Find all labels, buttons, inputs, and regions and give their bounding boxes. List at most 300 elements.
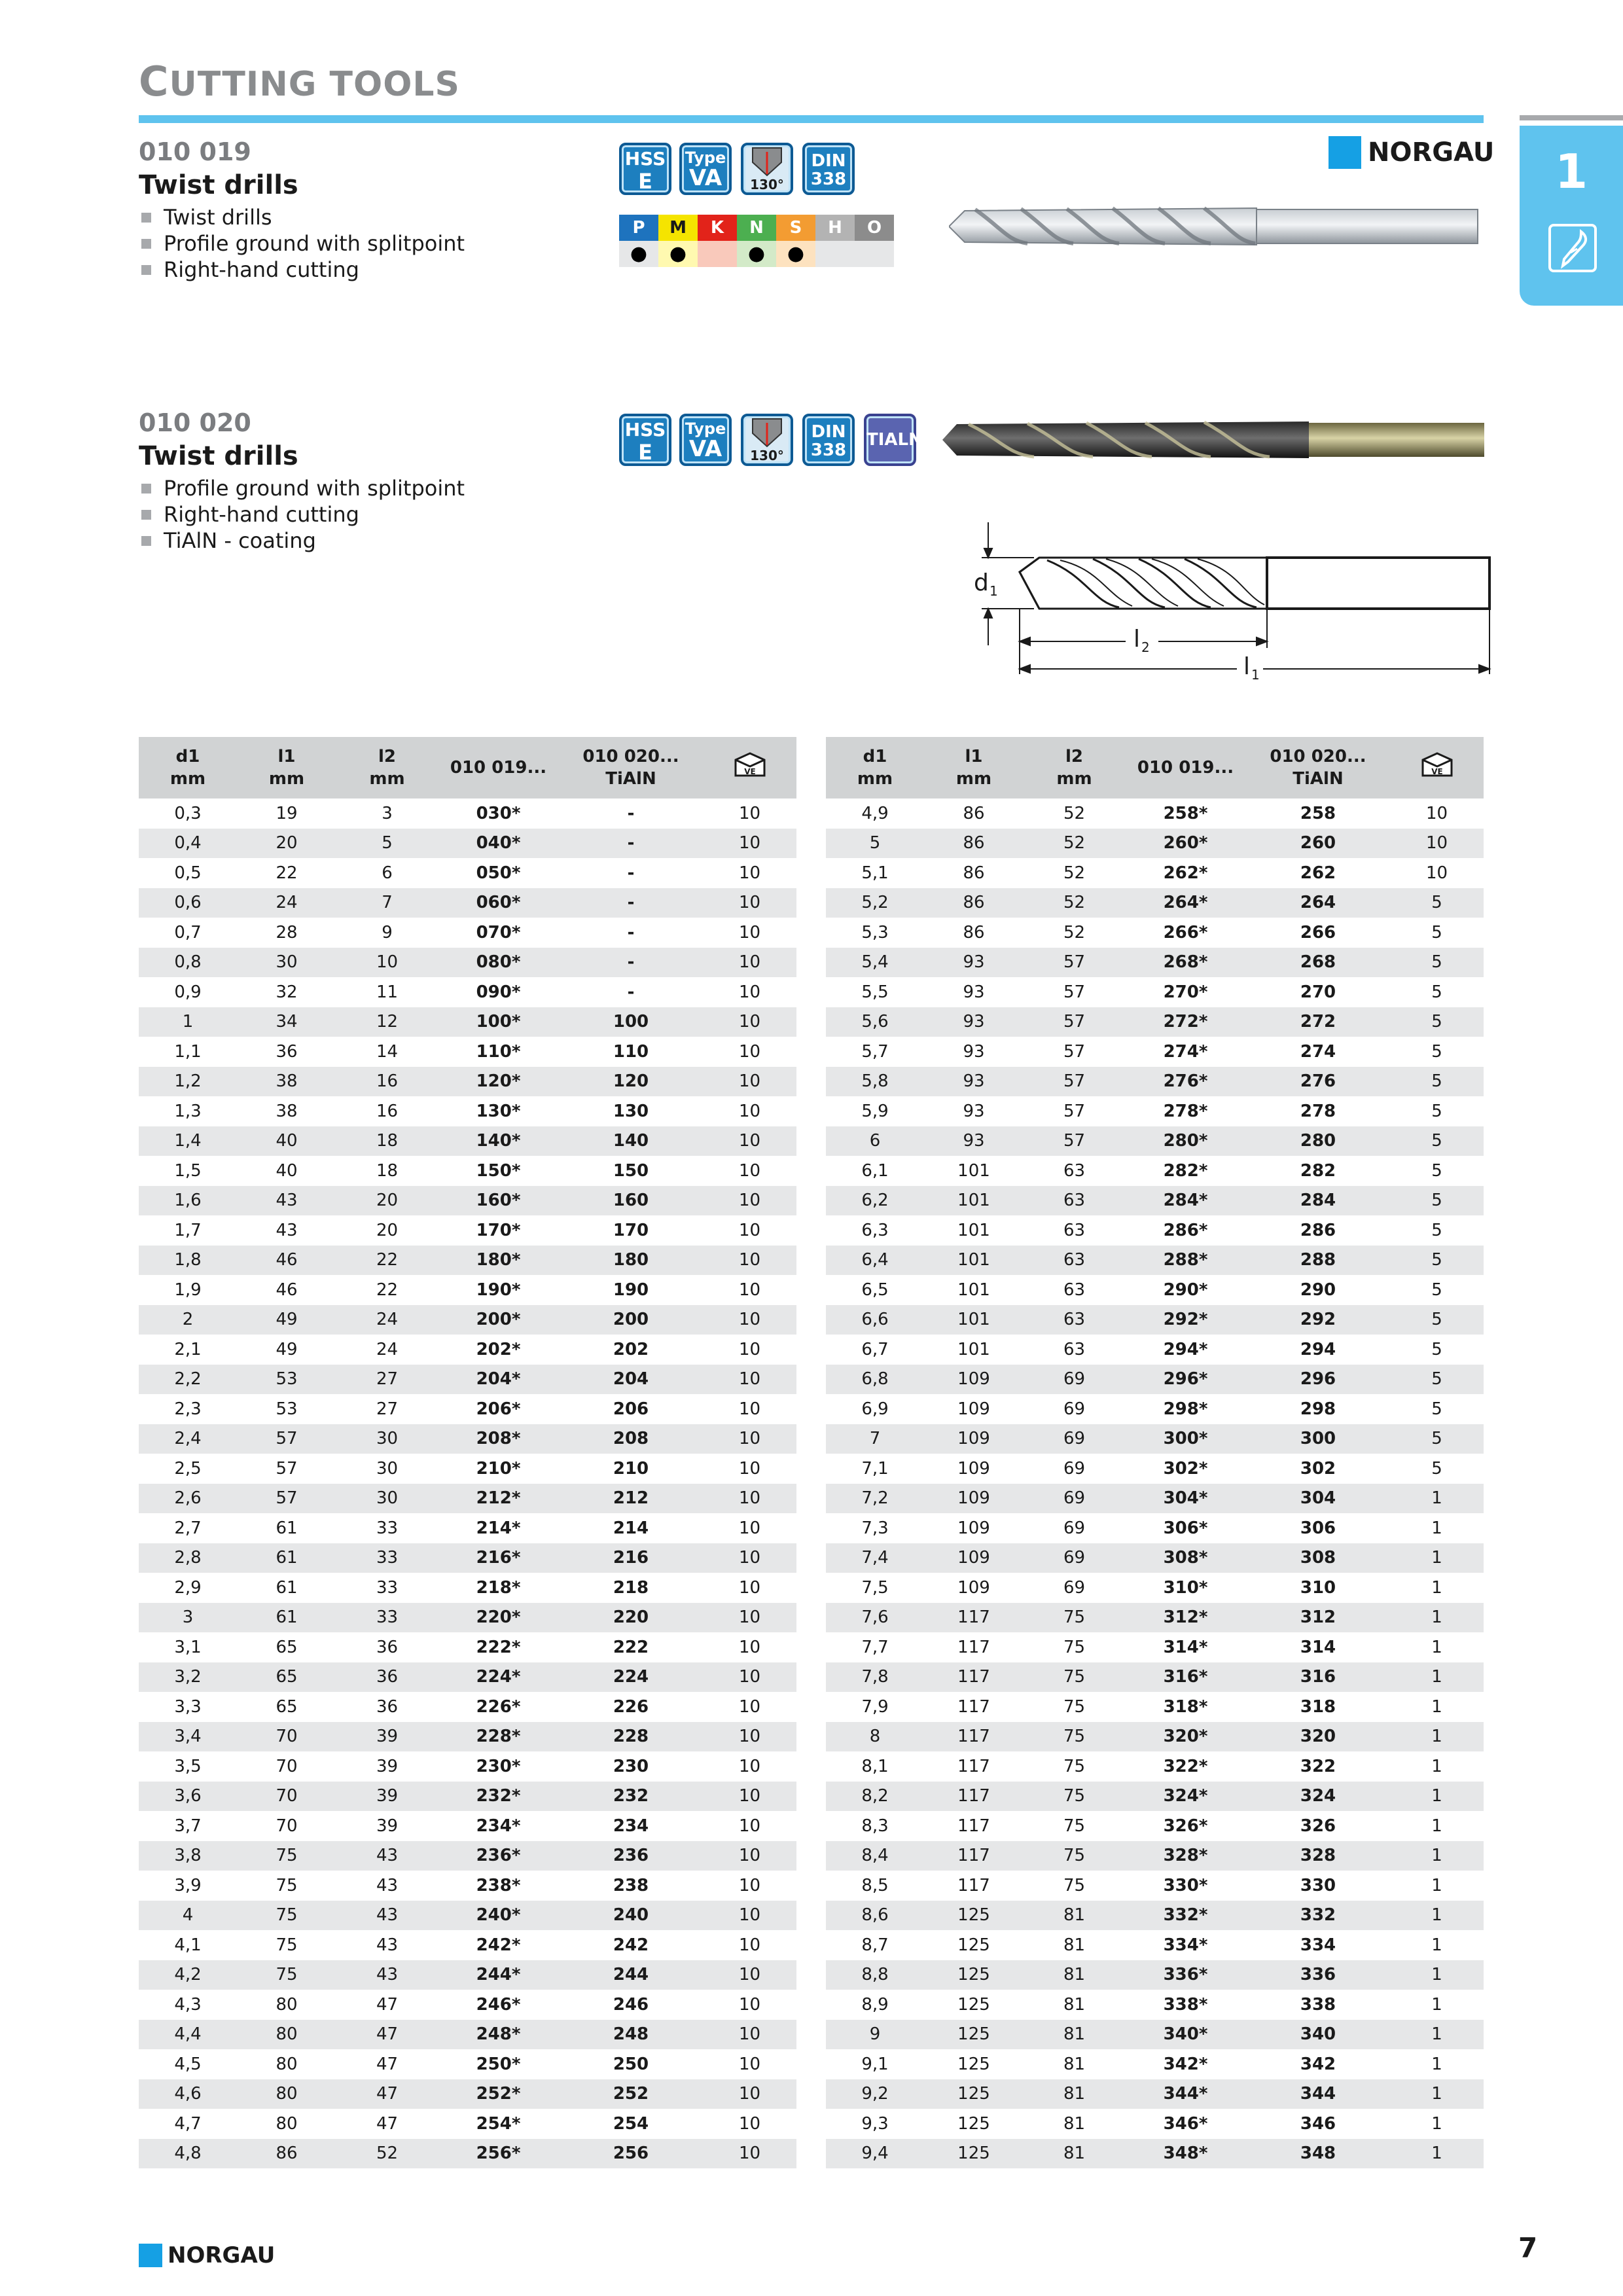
cell-l2: 57 bbox=[1024, 1096, 1125, 1126]
cell-d1: 8,7 bbox=[826, 1930, 924, 1960]
cell-l2: 36 bbox=[336, 1692, 438, 1722]
cell-010-019: 050* bbox=[438, 858, 559, 888]
table-row bbox=[826, 977, 1484, 1007]
cell-010-020: 222 bbox=[559, 1632, 703, 1662]
cell-ve: 1 bbox=[1390, 1543, 1484, 1573]
cell-010-019: 266* bbox=[1125, 918, 1246, 948]
cell-l2: 75 bbox=[1024, 1811, 1125, 1841]
col-010-019: 010 019... bbox=[438, 737, 559, 798]
cell-ve: 5 bbox=[1390, 918, 1484, 948]
cell-010-019: 070* bbox=[438, 918, 559, 948]
cell-l1: 80 bbox=[237, 2020, 336, 2050]
cell-ve: 10 bbox=[703, 1930, 796, 1960]
cell-d1: 2,5 bbox=[139, 1454, 237, 1484]
cell-010-019: 208* bbox=[438, 1424, 559, 1454]
cell-010-019: 298* bbox=[1125, 1394, 1246, 1424]
cell-d1: 8,9 bbox=[826, 1990, 924, 2020]
svg-text:VE: VE bbox=[1431, 766, 1443, 776]
table-row bbox=[826, 1960, 1484, 1990]
cell-d1: 7,5 bbox=[826, 1573, 924, 1603]
cell-ve: 10 bbox=[703, 1841, 796, 1871]
cell-010-020: - bbox=[559, 858, 703, 888]
cell-ve: 10 bbox=[703, 1007, 796, 1037]
cell-d1: 5,8 bbox=[826, 1067, 924, 1097]
cell-ve: 10 bbox=[703, 798, 796, 829]
cell-010-019: 234* bbox=[438, 1811, 559, 1841]
cell-l1: 61 bbox=[237, 1603, 336, 1633]
diagram-label-l2-sub: 2 bbox=[1141, 639, 1150, 655]
cell-ve: 1 bbox=[1390, 2049, 1484, 2079]
table-row bbox=[826, 948, 1484, 978]
cell-l1: 117 bbox=[924, 1841, 1024, 1871]
cell-010-020: 304 bbox=[1246, 1484, 1390, 1514]
cell-ve: 10 bbox=[703, 1037, 796, 1067]
cell-l2: 75 bbox=[1024, 1662, 1125, 1693]
cell-l1: 19 bbox=[237, 798, 336, 829]
header-rule bbox=[139, 115, 1484, 123]
cell-010-019: 224* bbox=[438, 1662, 559, 1693]
table-row bbox=[139, 2139, 796, 2169]
cell-l2: 47 bbox=[336, 1990, 438, 2020]
cell-010-020: 170 bbox=[559, 1215, 703, 1246]
cell-ve: 5 bbox=[1390, 1394, 1484, 1424]
cell-d1: 3,5 bbox=[139, 1751, 237, 1782]
table-row bbox=[826, 2049, 1484, 2079]
cell-010-020: 332 bbox=[1246, 1901, 1390, 1931]
cell-010-019: 272* bbox=[1125, 1007, 1246, 1037]
table-row bbox=[826, 1126, 1484, 1157]
cell-010-020: 180 bbox=[559, 1246, 703, 1276]
cell-010-019: 282* bbox=[1125, 1156, 1246, 1186]
cell-l1: 117 bbox=[924, 1692, 1024, 1722]
table-row bbox=[826, 1871, 1484, 1901]
cell-l2: 75 bbox=[1024, 1692, 1125, 1722]
cell-d1: 8,6 bbox=[826, 1901, 924, 1931]
cell-ve: 1 bbox=[1390, 2109, 1484, 2139]
table-row bbox=[826, 1573, 1484, 1603]
cell-d1: 5,5 bbox=[826, 977, 924, 1007]
cell-010-019: 220* bbox=[438, 1603, 559, 1633]
cell-d1: 1,5 bbox=[139, 1156, 237, 1186]
cell-010-019: 140* bbox=[438, 1126, 559, 1157]
cell-l2: 69 bbox=[1024, 1543, 1125, 1573]
cell-ve: 10 bbox=[703, 1305, 796, 1335]
cell-l1: 93 bbox=[924, 1067, 1024, 1097]
cell-l2: 75 bbox=[1024, 1722, 1125, 1752]
table-row bbox=[139, 1871, 796, 1901]
cell-l2: 30 bbox=[336, 1454, 438, 1484]
table-row bbox=[139, 1305, 796, 1335]
cell-d1: 8,3 bbox=[826, 1811, 924, 1841]
diagram-label-d1-sub: 1 bbox=[990, 583, 998, 599]
cell-l1: 38 bbox=[237, 1096, 336, 1126]
cell-d1: 5,6 bbox=[826, 1007, 924, 1037]
table-row bbox=[826, 2139, 1484, 2169]
cell-010-020: 252 bbox=[559, 2079, 703, 2109]
cell-d1: 1,9 bbox=[139, 1275, 237, 1305]
cell-l2: 52 bbox=[1024, 858, 1125, 888]
cell-l2: 81 bbox=[1024, 1990, 1125, 2020]
table-row bbox=[139, 2109, 796, 2139]
cell-d1: 1,3 bbox=[139, 1096, 237, 1126]
table-row bbox=[826, 1186, 1484, 1216]
cell-d1: 3,7 bbox=[139, 1811, 237, 1841]
cell-010-020: 266 bbox=[1246, 918, 1390, 948]
cell-ve: 5 bbox=[1390, 977, 1484, 1007]
table-row bbox=[139, 1126, 796, 1157]
cell-l1: 93 bbox=[924, 1126, 1024, 1157]
cell-010-019: 248* bbox=[438, 2020, 559, 2050]
cell-010-019: 278* bbox=[1125, 1096, 1246, 1126]
cell-l2: 9 bbox=[336, 918, 438, 948]
svg-text:VE: VE bbox=[743, 766, 756, 776]
cell-010-020: 310 bbox=[1246, 1573, 1390, 1603]
cell-ve: 1 bbox=[1390, 1573, 1484, 1603]
table-row bbox=[139, 1811, 796, 1841]
cell-010-019: 200* bbox=[438, 1305, 559, 1335]
table-row bbox=[139, 829, 796, 859]
cell-010-020: 270 bbox=[1246, 977, 1390, 1007]
cell-ve: 10 bbox=[703, 1335, 796, 1365]
col-l1: l1 mm bbox=[237, 737, 336, 798]
cell-010-020: 100 bbox=[559, 1007, 703, 1037]
cell-ve: 10 bbox=[703, 2020, 796, 2050]
cell-010-020: 140 bbox=[559, 1126, 703, 1157]
cell-l2: 81 bbox=[1024, 1960, 1125, 1990]
cell-d1: 4,9 bbox=[826, 798, 924, 829]
cell-ve: 10 bbox=[703, 1782, 796, 1812]
cell-010-019: 230* bbox=[438, 1751, 559, 1782]
cell-l1: 109 bbox=[924, 1394, 1024, 1424]
cell-d1: 4,4 bbox=[139, 2020, 237, 2050]
cell-l2: 33 bbox=[336, 1513, 438, 1543]
cell-l2: 11 bbox=[336, 977, 438, 1007]
cell-ve: 10 bbox=[703, 1424, 796, 1454]
cell-ve: 10 bbox=[703, 888, 796, 918]
chapter-tab[interactable] bbox=[1520, 126, 1623, 306]
table-row bbox=[139, 1186, 796, 1216]
cell-010-019: 216* bbox=[438, 1543, 559, 1573]
col-packaging-unit bbox=[703, 737, 796, 798]
cell-ve: 10 bbox=[703, 2139, 796, 2169]
cell-ve: 10 bbox=[703, 1394, 796, 1424]
cell-ve: 10 bbox=[703, 1871, 796, 1901]
table-row bbox=[826, 1930, 1484, 1960]
chapter-number: 1 bbox=[1554, 144, 1588, 199]
cell-ve: 10 bbox=[703, 2079, 796, 2109]
cell-l2: 24 bbox=[336, 1335, 438, 1365]
feature-item: Twist drills bbox=[141, 204, 465, 230]
cell-l1: 65 bbox=[237, 1632, 336, 1662]
cell-l1: 101 bbox=[924, 1305, 1024, 1335]
feature-item: Right-hand cutting bbox=[141, 501, 465, 528]
cell-l1: 46 bbox=[237, 1246, 336, 1276]
cell-010-020: 208 bbox=[559, 1424, 703, 1454]
cell-l2: 69 bbox=[1024, 1573, 1125, 1603]
din-badge: DIN 338 bbox=[802, 414, 855, 466]
cell-010-020: 312 bbox=[1246, 1603, 1390, 1633]
cell-ve: 5 bbox=[1390, 1215, 1484, 1246]
cell-010-020: 308 bbox=[1246, 1543, 1390, 1573]
cell-l1: 80 bbox=[237, 1990, 336, 2020]
cell-l2: 20 bbox=[336, 1186, 438, 1216]
cell-010-019: 300* bbox=[1125, 1424, 1246, 1454]
table-row bbox=[139, 1067, 796, 1097]
cell-ve: 5 bbox=[1390, 948, 1484, 978]
material-suitability bbox=[619, 215, 894, 267]
cell-d1: 4 bbox=[139, 1901, 237, 1931]
cell-l2: 69 bbox=[1024, 1365, 1125, 1395]
cell-d1: 7,7 bbox=[826, 1632, 924, 1662]
table-row bbox=[139, 1662, 796, 1693]
cell-l2: 52 bbox=[1024, 918, 1125, 948]
cell-010-019: 326* bbox=[1125, 1811, 1246, 1841]
cell-d1: 4,5 bbox=[139, 2049, 237, 2079]
cell-l1: 49 bbox=[237, 1305, 336, 1335]
cell-l1: 75 bbox=[237, 1841, 336, 1871]
drill-point-icon bbox=[743, 416, 791, 449]
col-l1: l1 mm bbox=[924, 737, 1024, 798]
drill-image-silver bbox=[949, 202, 1479, 251]
cell-010-020: 300 bbox=[1246, 1424, 1390, 1454]
cell-l2: 57 bbox=[1024, 977, 1125, 1007]
cell-ve: 10 bbox=[703, 1275, 796, 1305]
table-row bbox=[826, 1722, 1484, 1752]
material-m: M bbox=[658, 215, 698, 241]
cell-010-019: 332* bbox=[1125, 1901, 1246, 1931]
cell-l1: 57 bbox=[237, 1454, 336, 1484]
cell-l2: 63 bbox=[1024, 1186, 1125, 1216]
table-row bbox=[826, 1067, 1484, 1097]
table-row bbox=[826, 1365, 1484, 1395]
cell-d1: 8,4 bbox=[826, 1841, 924, 1871]
cell-l2: 63 bbox=[1024, 1246, 1125, 1276]
cell-l2: 33 bbox=[336, 1603, 438, 1633]
cell-ve: 5 bbox=[1390, 888, 1484, 918]
table-row bbox=[826, 1632, 1484, 1662]
cell-l2: 81 bbox=[1024, 2109, 1125, 2139]
cell-ve: 10 bbox=[703, 1692, 796, 1722]
cell-ve: 1 bbox=[1390, 2139, 1484, 2169]
table-row bbox=[139, 1156, 796, 1186]
cell-d1: 1,7 bbox=[139, 1215, 237, 1246]
cell-010-020: 290 bbox=[1246, 1275, 1390, 1305]
suitability-dot bbox=[855, 241, 894, 267]
hss-e-badge: HSS E bbox=[619, 143, 671, 195]
cell-l1: 86 bbox=[924, 858, 1024, 888]
cell-l2: 33 bbox=[336, 1543, 438, 1573]
cell-l1: 117 bbox=[924, 1811, 1024, 1841]
cell-010-020: 190 bbox=[559, 1275, 703, 1305]
cell-d1: 2,6 bbox=[139, 1484, 237, 1514]
cell-l2: 36 bbox=[336, 1632, 438, 1662]
cell-010-020: - bbox=[559, 948, 703, 978]
cell-ve: 10 bbox=[1390, 829, 1484, 859]
table-row bbox=[139, 2079, 796, 2109]
cell-d1: 6,9 bbox=[826, 1394, 924, 1424]
cell-010-020: 226 bbox=[559, 1692, 703, 1722]
cell-010-019: 296* bbox=[1125, 1365, 1246, 1395]
cell-ve: 10 bbox=[703, 1156, 796, 1186]
cell-010-019: 264* bbox=[1125, 888, 1246, 918]
cell-l1: 109 bbox=[924, 1513, 1024, 1543]
table-row bbox=[139, 1632, 796, 1662]
cell-010-019: 060* bbox=[438, 888, 559, 918]
cell-010-019: 302* bbox=[1125, 1454, 1246, 1484]
cell-l1: 109 bbox=[924, 1543, 1024, 1573]
cell-010-019: 170* bbox=[438, 1215, 559, 1246]
table-row bbox=[826, 1662, 1484, 1693]
cell-ve: 10 bbox=[1390, 858, 1484, 888]
cell-l2: 43 bbox=[336, 1930, 438, 1960]
cell-l1: 125 bbox=[924, 1990, 1024, 2020]
table-row bbox=[139, 888, 796, 918]
cell-010-020: 110 bbox=[559, 1037, 703, 1067]
table-row bbox=[826, 2109, 1484, 2139]
cell-l2: 69 bbox=[1024, 1513, 1125, 1543]
cell-010-019: 286* bbox=[1125, 1215, 1246, 1246]
cell-l1: 125 bbox=[924, 2049, 1024, 2079]
cell-l2: 30 bbox=[336, 1484, 438, 1514]
cell-010-019: 322* bbox=[1125, 1751, 1246, 1782]
cell-ve: 1 bbox=[1390, 1901, 1484, 1931]
cell-l2: 16 bbox=[336, 1096, 438, 1126]
cell-l2: 75 bbox=[1024, 1632, 1125, 1662]
cell-ve: 10 bbox=[703, 1365, 796, 1395]
material-s: S bbox=[776, 215, 815, 241]
cell-l1: 36 bbox=[237, 1037, 336, 1067]
table-row bbox=[139, 1692, 796, 1722]
cell-l1: 75 bbox=[237, 1871, 336, 1901]
cell-010-020: 212 bbox=[559, 1484, 703, 1514]
cell-010-019: 110* bbox=[438, 1037, 559, 1067]
cell-010-020: 246 bbox=[559, 1990, 703, 2020]
table-row bbox=[139, 1573, 796, 1603]
cell-010-020: 248 bbox=[559, 2020, 703, 2050]
cell-l2: 33 bbox=[336, 1573, 438, 1603]
packaging-unit-icon bbox=[1419, 751, 1455, 780]
cell-010-020: 276 bbox=[1246, 1067, 1390, 1097]
cell-010-020: 348 bbox=[1246, 2139, 1390, 2169]
cell-l1: 109 bbox=[924, 1424, 1024, 1454]
table-row bbox=[826, 2020, 1484, 2050]
cell-ve: 10 bbox=[703, 1484, 796, 1514]
cell-l2: 43 bbox=[336, 1901, 438, 1931]
table-row bbox=[139, 798, 796, 829]
cell-ve: 10 bbox=[703, 1960, 796, 1990]
cell-010-019: 252* bbox=[438, 2079, 559, 2109]
cell-d1: 6,5 bbox=[826, 1275, 924, 1305]
table-row bbox=[826, 1394, 1484, 1424]
table-row bbox=[139, 1513, 796, 1543]
cell-l2: 47 bbox=[336, 2049, 438, 2079]
spec-table-right bbox=[826, 737, 1484, 2168]
cell-010-020: 244 bbox=[559, 1960, 703, 1990]
cell-010-019: 344* bbox=[1125, 2079, 1246, 2109]
cell-010-020: 336 bbox=[1246, 1960, 1390, 1990]
cell-010-019: 204* bbox=[438, 1365, 559, 1395]
cell-l1: 43 bbox=[237, 1186, 336, 1216]
diagram-label-l2: l bbox=[1133, 626, 1141, 653]
col-010-020: 010 020... TiAlN bbox=[1246, 737, 1390, 798]
cell-010-020: 330 bbox=[1246, 1871, 1390, 1901]
table-row bbox=[826, 1007, 1484, 1037]
cell-010-020: - bbox=[559, 888, 703, 918]
cell-010-019: 276* bbox=[1125, 1067, 1246, 1097]
cell-010-019: 262* bbox=[1125, 858, 1246, 888]
cell-010-019: 120* bbox=[438, 1067, 559, 1097]
cell-ve: 1 bbox=[1390, 1930, 1484, 1960]
cell-d1: 1,1 bbox=[139, 1037, 237, 1067]
cell-l2: 43 bbox=[336, 1871, 438, 1901]
cell-l2: 57 bbox=[1024, 1067, 1125, 1097]
material-n: N bbox=[737, 215, 776, 241]
cell-d1: 6,6 bbox=[826, 1305, 924, 1335]
cell-l2: 47 bbox=[336, 2020, 438, 2050]
table-row bbox=[826, 1901, 1484, 1931]
table-row bbox=[826, 1096, 1484, 1126]
cell-d1: 2,9 bbox=[139, 1573, 237, 1603]
din-badge: DIN 338 bbox=[802, 143, 855, 195]
cell-d1: 2,2 bbox=[139, 1365, 237, 1395]
cell-010-019: 250* bbox=[438, 2049, 559, 2079]
cell-ve: 10 bbox=[703, 1990, 796, 2020]
cell-l2: 36 bbox=[336, 1662, 438, 1693]
cell-010-019: 080* bbox=[438, 948, 559, 978]
cell-l2: 57 bbox=[1024, 1126, 1125, 1157]
cell-ve: 1 bbox=[1390, 1751, 1484, 1782]
cell-l1: 34 bbox=[237, 1007, 336, 1037]
cell-d1: 6,3 bbox=[826, 1215, 924, 1246]
cell-d1: 1,4 bbox=[139, 1126, 237, 1157]
cell-010-020: 228 bbox=[559, 1722, 703, 1752]
cell-d1: 7,3 bbox=[826, 1513, 924, 1543]
cell-010-020: 238 bbox=[559, 1871, 703, 1901]
cell-l1: 70 bbox=[237, 1751, 336, 1782]
cell-d1: 7 bbox=[826, 1424, 924, 1454]
cell-ve: 10 bbox=[703, 1513, 796, 1543]
feature-item: Profile ground with splitpoint bbox=[141, 230, 465, 257]
cell-010-019: 340* bbox=[1125, 2020, 1246, 2050]
drill-icon bbox=[1548, 224, 1597, 272]
table-row bbox=[826, 1275, 1484, 1305]
cell-010-020: 342 bbox=[1246, 2049, 1390, 2079]
table-row bbox=[139, 1722, 796, 1752]
cell-l1: 117 bbox=[924, 1603, 1024, 1633]
cell-ve: 5 bbox=[1390, 1037, 1484, 1067]
cell-ve: 10 bbox=[703, 918, 796, 948]
cell-010-020: 302 bbox=[1246, 1454, 1390, 1484]
cell-010-020: 282 bbox=[1246, 1156, 1390, 1186]
table-row bbox=[139, 977, 796, 1007]
cell-ve: 10 bbox=[703, 1751, 796, 1782]
cell-l2: 22 bbox=[336, 1246, 438, 1276]
cell-010-019: 150* bbox=[438, 1156, 559, 1186]
cell-ve: 10 bbox=[703, 1126, 796, 1157]
tab-rule bbox=[1520, 115, 1623, 120]
cell-l2: 75 bbox=[1024, 1782, 1125, 1812]
cell-l1: 32 bbox=[237, 977, 336, 1007]
cell-d1: 9,1 bbox=[826, 2049, 924, 2079]
cell-l2: 75 bbox=[1024, 1603, 1125, 1633]
cell-d1: 9,3 bbox=[826, 2109, 924, 2139]
cell-d1: 5 bbox=[826, 829, 924, 859]
table-row bbox=[139, 1484, 796, 1514]
cell-010-020: 200 bbox=[559, 1305, 703, 1335]
cell-010-020: - bbox=[559, 918, 703, 948]
cell-l2: 57 bbox=[1024, 948, 1125, 978]
cell-ve: 10 bbox=[703, 1215, 796, 1246]
